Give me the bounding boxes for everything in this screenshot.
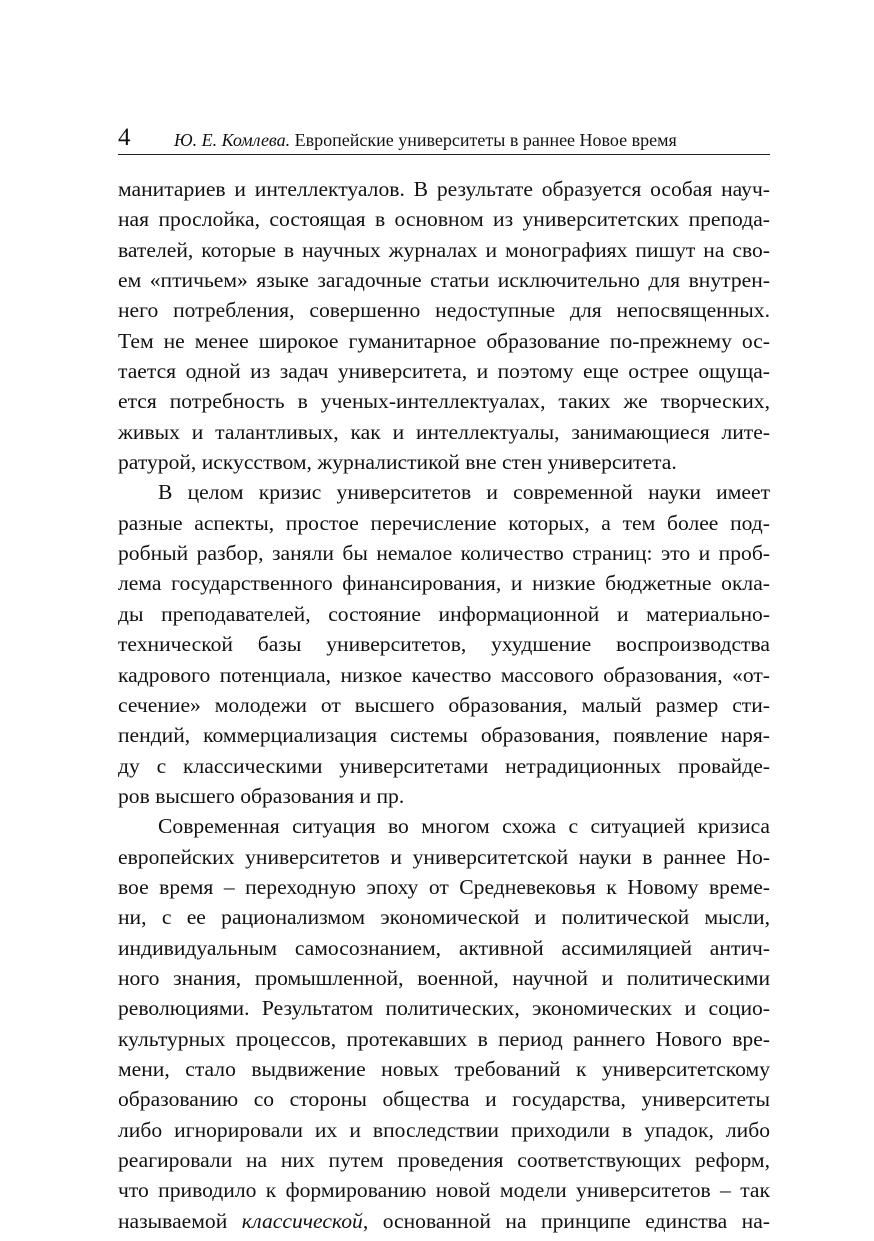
- text-line: революциями. Результатом политических, экономических и социо-: [118, 996, 770, 1021]
- text-line: разные аспекты, простое перечисление которых, а тем более под-: [118, 510, 770, 535]
- running-title: [174, 130, 770, 150]
- text-line: европейских университетов и университетской науки в раннее Но-: [118, 844, 770, 869]
- text-line: образованию со стороны общества и государства, университеты: [118, 1087, 770, 1112]
- text-line: кадрового потенциала, низкое качество массового образования, «от-: [118, 662, 770, 687]
- author-name: Ю. Е. Комлева.: [174, 130, 291, 150]
- paragraph-1: [118, 174, 770, 477]
- text-line: манитариев и интеллектуалов. В результате образуется особая науч-: [118, 177, 770, 201]
- text-line: технической базы университетов, ухудшение воспроизводства: [118, 632, 770, 657]
- text-line: тается одной из задач университета, и поэтому еще острее ощуща-: [118, 359, 770, 384]
- text-line: лема государственного финансирования, и низкие бюджетные окла-: [118, 571, 770, 596]
- text-line: живых и талантливых, как и интеллектуалы, занимающиеся лите-: [118, 419, 770, 444]
- paragraph-2: [118, 477, 770, 811]
- text-line: индивидуальным самосознанием, активной ассимиляцией антич-: [118, 935, 770, 960]
- text-line: что приводило к формированию новой модели университетов – так: [118, 1178, 770, 1203]
- text-line: ратурой, искусством, журналистикой вне стен университета.: [118, 450, 677, 475]
- text-line: реагировали на них путем проведения соответствующих реформ,: [118, 1148, 770, 1172]
- text-line: сечение» молодежи от высшего образования, малый размер сти-: [118, 692, 770, 717]
- running-header: [118, 124, 770, 155]
- italic-term: классической: [241, 1208, 363, 1233]
- text-run: , основанной на принципе единства на-: [362, 1208, 770, 1233]
- text-line: ем «птичьем» языке загадочные статьи исключительно для внутрен-: [118, 268, 770, 293]
- text-line: ется потребность в ученых-интеллектуалах, таких же творческих,: [118, 389, 770, 414]
- text-line: ни, с ее рационализмом экономической и политической мысли,: [118, 905, 770, 930]
- page-number: 4: [118, 124, 131, 151]
- text-line: пендий, коммерциализация системы образования, появление наря-: [118, 723, 770, 748]
- text-run: называемой: [118, 1208, 242, 1233]
- text-line: ду с классическими университетами нетрадиционных провайде-: [118, 753, 770, 778]
- text-line: Тем не менее широкое гуманитарное образование по-прежнему ос-: [118, 328, 770, 353]
- text-line: мени, стало выдвижение новых требований к университетскому: [118, 1056, 770, 1081]
- text-line: вое время – переходную эпоху от Средневековья к Новому време-: [118, 874, 770, 899]
- book-title: Европейские университеты в раннее Новое время: [294, 130, 677, 150]
- text-line: вателей, которые в научных журналах и монографиях пишут на сво-: [118, 237, 770, 262]
- text-line: В целом кризис университетов и современной науки имеет: [158, 480, 770, 505]
- paragraph-3: [118, 811, 770, 1236]
- text-line: Современная ситуация во многом схожа с ситуацией кризиса: [158, 814, 770, 839]
- text-line: него потребления, совершенно недоступные для непосвященных.: [118, 298, 770, 323]
- text-line: ная прослойка, состоящая в основном из университетских препода-: [118, 207, 770, 232]
- text-line: робный разбор, заняли бы немалое количество страниц: это и проб-: [118, 541, 770, 566]
- main-text: [118, 174, 770, 1236]
- text-line: ного знания, промышленной, военной, научной и политическими: [118, 965, 770, 990]
- text-line: либо игнорировали их и впоследствии приходили в упадок, либо: [118, 1117, 770, 1142]
- text-line-last: [118, 1206, 770, 1236]
- text-line: культурных процессов, протекавших в период раннего Нового вре-: [118, 1026, 770, 1051]
- text-line: ды преподавателей, состояние информационной и материально-: [118, 601, 770, 626]
- text-line: ров высшего образования и пр.: [118, 783, 405, 808]
